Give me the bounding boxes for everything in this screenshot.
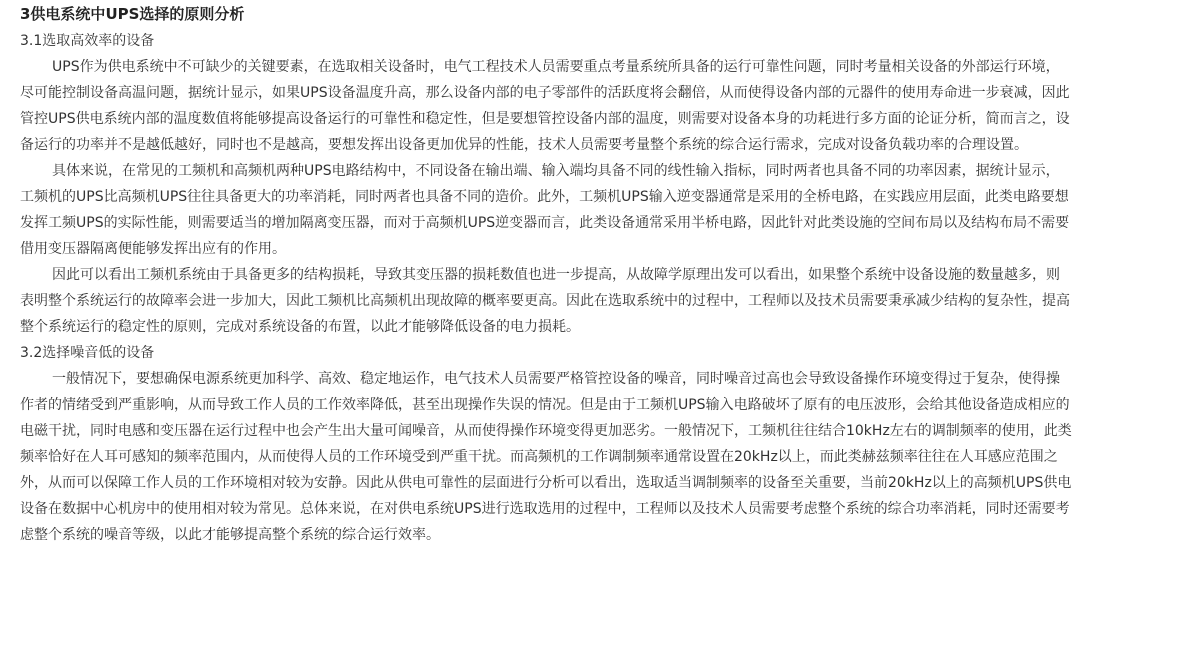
paragraph-line: UPS作为供电系统中不可缺少的关键要素，在选取相关设备时，电气工程技术人员需要重点考量系统所具备的运行可靠性问题，同时考量相关设备的外部运行环境， (52, 59, 1060, 75)
subsection-title-3-1: 3.1选取高效率的设备 (20, 33, 155, 49)
paragraph-line: 工频机的UPS比高频机UPS往往具备更大的功率消耗，同时两者也具备不同的造价。此外，工频机UPS输入逆变器通常是采用的全桥电路，在实践应用层面，此类电路要想 (20, 189, 1069, 205)
paragraph-3-1-2 (20, 158, 1188, 262)
paragraph-line: 尽可能控制设备高温问题，据统计显示，如果UPS设备温度升高，那么设备内部的电子零部件的活跃度将会翻倍，从而使得设备内部的元器件的使用寿命进一步衰减，因此 (20, 85, 1070, 101)
paragraph-3-1-3 (20, 262, 1188, 340)
subsection-title-3-2: 3.2选择噪音低的设备 (20, 345, 155, 361)
paragraph-line: 具体来说，在常见的工频机和高频机两种UPS电路结构中，不同设备在输出端、输入端均具备不同的线性输入指标，同时两者也具备不同的功率因素，据统计显示， (52, 163, 1060, 179)
paragraph-line: 因此可以看出工频机系统由于具备更多的结构损耗，导致其变压器的损耗数值也进一步提高，从故障学原理出发可以看出，如果整个系统中设备设施的数量越多，则 (52, 267, 1060, 283)
paragraph-line: 整个系统运行的稳定性的原则，完成对系统设备的布置，以此才能够降低设备的电力损耗。 (20, 319, 580, 335)
paragraph-line: 设备在数据中心机房中的使用相对较为常见。总体来说，在对供电系统UPS进行选取选用的过程中，工程师以及技术人员需要考虑整个系统的综合功率消耗，同时还需要考 (20, 501, 1070, 517)
document-body (20, 0, 1188, 548)
section-title: 3供电系统中UPS选择的原则分析 (20, 5, 245, 23)
paragraph-line: 一般情况下，要想确保电源系统更加科学、高效、稳定地运作，电气技术人员需要严格管控设备的噪音，同时噪音过高也会导致设备操作环境变得过于复杂，使得操 (52, 371, 1060, 387)
paragraph-line: 外，从而可以保障工作人员的工作环境相对较为安静。因此从供电可靠性的层面进行分析可以看出，选取适当调制频率的设备至关重要，当前20kHz以上的高频机UPS供电 (20, 475, 1072, 491)
paragraph-line: 发挥工频UPS的实际性能，则需要适当的增加隔离变压器，而对于高频机UPS逆变器而言，此类设备通常采用半桥电路，因此针对此类设施的空间布局以及结构布局不需要 (20, 215, 1070, 231)
paragraph-line: 管控UPS供电系统内部的温度数值将能够提高设备运行的可靠性和稳定性，但是要想管控设备内部的温度，则需要对设备本身的功耗进行多方面的论证分析，简而言之，设 (20, 111, 1070, 127)
paragraph-3-2-1 (20, 366, 1188, 548)
paragraph-line: 虑整个系统的噪音等级，以此才能够提高整个系统的综合运行效率。 (20, 527, 440, 543)
paragraph-line: 借用变压器隔离便能够发挥出应有的作用。 (20, 241, 286, 257)
paragraph-line: 电磁干扰，同时电感和变压器在运行过程中也会产生出大量可闻噪音，从而使得操作环境变得更加恶劣。一般情况下，工频机往往结合10kHz左右的调制频率的使用，此类 (20, 423, 1072, 439)
paragraph-line: 作者的情绪受到严重影响，从而导致工作人员的工作效率降低，甚至出现操作失误的情况。但是由于工频机UPS输入电路破坏了原有的电压波形，会给其他设备造成相应的 (20, 397, 1070, 413)
paragraph-line: 备运行的功率并不是越低越好，同时也不是越高，要想发挥出设备更加优异的性能，技术人员需要考量整个系统的综合运行需求，完成对设备负载功率的合理设置。 (20, 137, 1028, 153)
paragraph-line: 频率恰好在人耳可感知的频率范围内，从而使得人员的工作环境受到严重干扰。而高频机的工作调制频率通常设置在20kHz以上，而此类赫兹频率往往在人耳感应范围之 (20, 449, 1058, 465)
paragraph-line: 表明整个系统运行的故障率会进一步加大，因此工频机比高频机出现故障的概率要更高。因此在选取系统中的过程中，工程师以及技术员需要秉承减少结构的复杂性，提高 (20, 293, 1070, 309)
paragraph-3-1-1 (20, 54, 1188, 158)
